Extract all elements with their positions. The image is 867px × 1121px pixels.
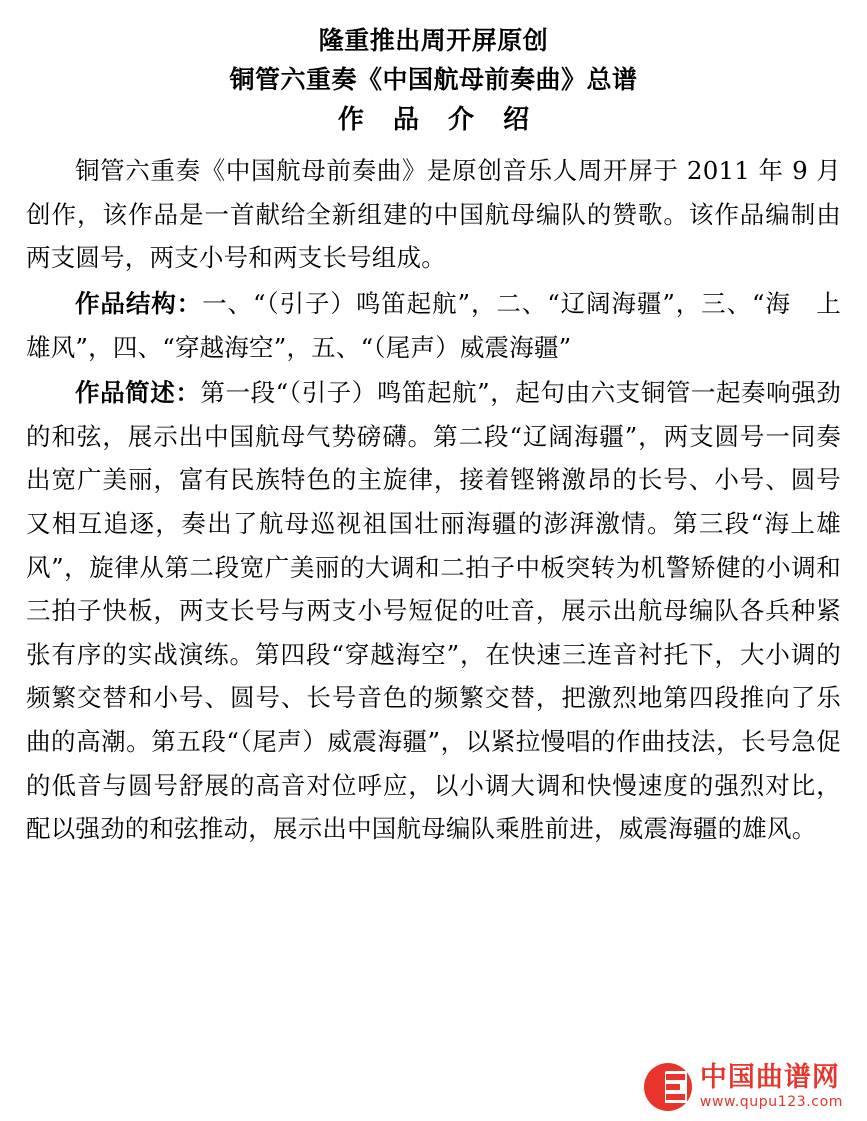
title-line-2: 铜管六重奏《中国航母前奏曲》总谱 [229,64,638,94]
paragraph-3-text: 第一段“（引子）鸣笛起航”，起句由六支铜管一起奏响强劲的和弦，展示出中国航母气势磅礴。第二段“辽阔海疆”，两支圆号一同奏出宽广美丽，富有民族特色的主旋律，接着铿锵激昂的长号、小号、圆号又相互追逐，奏出了航母巡视祖国壮丽海疆的澎湃激情。第三段“海上雄风”，旋律从第二段宽广美丽的大调和二拍子中板突转为机警矫健的小调和三拍子快板，两支长号与两支小号短促的吐音，展示出航母编队各兵种紧张有序的实战演练。第四段“穿越海空”，在快速三连音衬托下，大小调的频繁交替和小号、圆号、长号音色的频繁交替，把激烈地第四段推向了乐曲的高潮。第五段“（尾声）威震海疆”，以紧拉慢唱的作曲技法，长号急促的低音与圆号舒展的高音对位呼应，以小调大调和快慢速度的强烈对比，配以强劲的和弦推动，展示出中国航母编队乘胜前进，威震海疆的雄风。 [26,378,841,844]
site-watermark [644,1063,843,1111]
title-line-1: 隆重推出周开屏原创 [318,26,549,55]
qupu-logo-icon [644,1063,692,1111]
paragraph-2-text: 一、“（引子）鸣笛起航”，二、“辽阔海疆”，三、“海 上雄风”，四、“穿越海空”，五、“（尾声）威震海疆” [26,288,842,362]
paragraph-2 [26,282,841,369]
paragraph-1 [26,149,841,280]
paragraph-3-lead: 作品简述： [75,378,201,408]
paragraph-3 [26,371,841,851]
title-line-3: 作 品 介 绍 [337,104,540,135]
paragraph-1-text: 铜管六重奏《中国航母前奏曲》是原创音乐人周开屏于 2011 年 9 月创作，该作品是一首献给全新组建的中国航母编队的赞歌。该作品编制由两支圆号，两支小号和两支长号组成。 [26,156,841,273]
watermark-brand: 中国曲谱网 [699,1061,840,1093]
watermark-url: www.qupu123.com [699,1094,843,1111]
watermark-text [699,1061,843,1111]
document-body [26,149,841,851]
document-title-block [26,22,841,141]
paragraph-2-lead: 作品结构： [75,288,203,318]
